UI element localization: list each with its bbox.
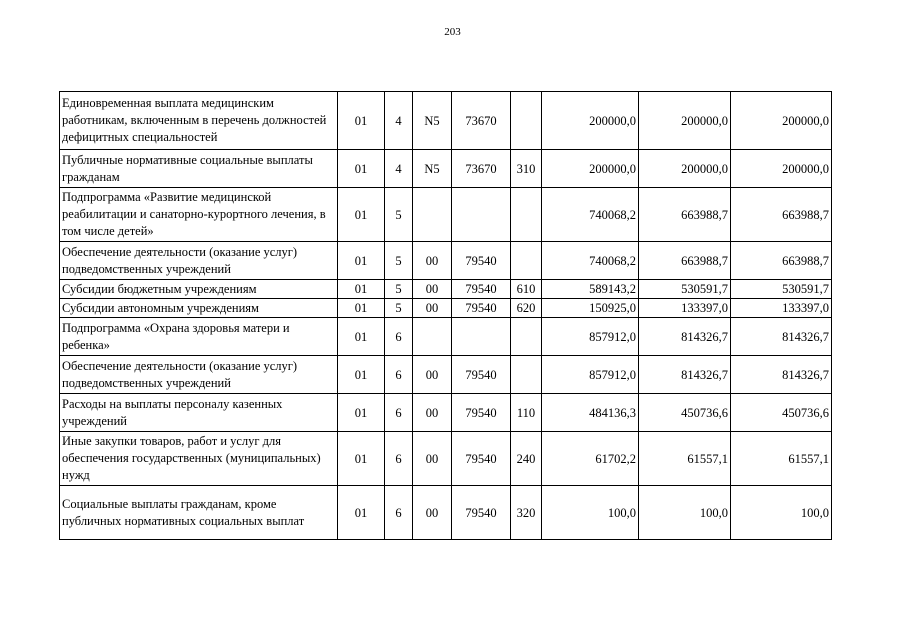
code-5: 310 — [511, 150, 542, 188]
table-row — [60, 394, 832, 432]
value-1: 484136,3 — [542, 394, 639, 432]
code-5: 610 — [511, 280, 542, 299]
code-1: 01 — [338, 92, 385, 150]
code-3: 00 — [413, 432, 452, 486]
code-4: 79540 — [452, 242, 511, 280]
code-2: 6 — [385, 486, 413, 540]
code-4: 79540 — [452, 356, 511, 394]
row-name: Публичные нормативные социальные выплаты гражданам — [60, 150, 338, 188]
row-name: Подпрограмма «Развитие медицинской реабилитации и санаторно-курортного лечения, в том числе детей» — [60, 188, 338, 242]
row-name: Субсидии бюджетным учреждениям — [60, 280, 338, 299]
value-1: 740068,2 — [542, 188, 639, 242]
value-1: 200000,0 — [542, 92, 639, 150]
code-5 — [511, 356, 542, 394]
value-1: 100,0 — [542, 486, 639, 540]
code-3: N5 — [413, 150, 452, 188]
code-4: 79540 — [452, 280, 511, 299]
code-2: 4 — [385, 92, 413, 150]
code-1: 01 — [338, 318, 385, 356]
value-3: 814326,7 — [731, 356, 832, 394]
code-3: 00 — [413, 486, 452, 540]
value-2: 814326,7 — [639, 356, 731, 394]
value-1: 857912,0 — [542, 318, 639, 356]
code-5 — [511, 242, 542, 280]
code-2: 5 — [385, 188, 413, 242]
value-1: 740068,2 — [542, 242, 639, 280]
code-1: 01 — [338, 394, 385, 432]
code-2: 5 — [385, 242, 413, 280]
value-1: 150925,0 — [542, 299, 639, 318]
code-1: 01 — [338, 299, 385, 318]
row-name: Социальные выплаты гражданам, кроме публичных нормативных социальных выплат — [60, 486, 338, 540]
code-1: 01 — [338, 486, 385, 540]
value-2: 814326,7 — [639, 318, 731, 356]
code-3: 00 — [413, 299, 452, 318]
table-row — [60, 242, 832, 280]
value-3: 450736,6 — [731, 394, 832, 432]
value-2: 200000,0 — [639, 150, 731, 188]
code-2: 4 — [385, 150, 413, 188]
code-2: 5 — [385, 299, 413, 318]
table-row — [60, 299, 832, 318]
code-1: 01 — [338, 432, 385, 486]
value-1: 857912,0 — [542, 356, 639, 394]
value-1: 589143,2 — [542, 280, 639, 299]
table-row — [60, 188, 832, 242]
table-row — [60, 486, 832, 540]
value-3: 200000,0 — [731, 150, 832, 188]
code-1: 01 — [338, 280, 385, 299]
table-row — [60, 432, 832, 486]
page-number: 203 — [444, 26, 461, 38]
code-3 — [413, 318, 452, 356]
value-2: 663988,7 — [639, 242, 731, 280]
value-2: 450736,6 — [639, 394, 731, 432]
code-5: 240 — [511, 432, 542, 486]
code-5 — [511, 318, 542, 356]
row-name: Иные закупки товаров, работ и услуг для обеспечения государственных (муниципальных) нужд — [60, 432, 338, 486]
code-4 — [452, 188, 511, 242]
code-5 — [511, 92, 542, 150]
code-3: 00 — [413, 394, 452, 432]
row-name: Расходы на выплаты персоналу казенных учреждений — [60, 394, 338, 432]
table-row — [60, 280, 832, 299]
value-3: 61557,1 — [731, 432, 832, 486]
value-3: 814326,7 — [731, 318, 832, 356]
code-3 — [413, 188, 452, 242]
code-3: N5 — [413, 92, 452, 150]
value-1: 200000,0 — [542, 150, 639, 188]
row-name: Обеспечение деятельности (оказание услуг) подведомственных учреждений — [60, 242, 338, 280]
table-row — [60, 150, 832, 188]
code-1: 01 — [338, 188, 385, 242]
code-1: 01 — [338, 242, 385, 280]
row-name: Субсидии автономным учреждениям — [60, 299, 338, 318]
code-1: 01 — [338, 150, 385, 188]
code-4: 79540 — [452, 299, 511, 318]
table-row — [60, 92, 832, 150]
value-3: 663988,7 — [731, 188, 832, 242]
value-1: 61702,2 — [542, 432, 639, 486]
value-2: 133397,0 — [639, 299, 731, 318]
value-2: 200000,0 — [639, 92, 731, 150]
code-4: 79540 — [452, 394, 511, 432]
code-4: 79540 — [452, 486, 511, 540]
code-2: 6 — [385, 318, 413, 356]
row-name: Обеспечение деятельности (оказание услуг) подведомственных учреждений — [60, 356, 338, 394]
code-4: 73670 — [452, 92, 511, 150]
code-2: 6 — [385, 432, 413, 486]
code-2: 6 — [385, 394, 413, 432]
code-2: 5 — [385, 280, 413, 299]
code-4: 73670 — [452, 150, 511, 188]
code-4: 79540 — [452, 432, 511, 486]
code-3: 00 — [413, 242, 452, 280]
row-name: Единовременная выплата медицинским работникам, включенным в перечень должностей дефицитных специальностей — [60, 92, 338, 150]
code-3: 00 — [413, 280, 452, 299]
value-3: 100,0 — [731, 486, 832, 540]
value-2: 61557,1 — [639, 432, 731, 486]
code-5: 620 — [511, 299, 542, 318]
code-2: 6 — [385, 356, 413, 394]
table-row — [60, 356, 832, 394]
code-1: 01 — [338, 356, 385, 394]
code-5 — [511, 188, 542, 242]
row-name: Подпрограмма «Охрана здоровья матери и ребенка» — [60, 318, 338, 356]
code-5: 110 — [511, 394, 542, 432]
value-3: 530591,7 — [731, 280, 832, 299]
budget-table — [59, 91, 832, 540]
value-2: 663988,7 — [639, 188, 731, 242]
table-row — [60, 318, 832, 356]
value-2: 100,0 — [639, 486, 731, 540]
value-3: 133397,0 — [731, 299, 832, 318]
value-3: 200000,0 — [731, 92, 832, 150]
value-2: 530591,7 — [639, 280, 731, 299]
code-5: 320 — [511, 486, 542, 540]
code-3: 00 — [413, 356, 452, 394]
value-3: 663988,7 — [731, 242, 832, 280]
code-4 — [452, 318, 511, 356]
